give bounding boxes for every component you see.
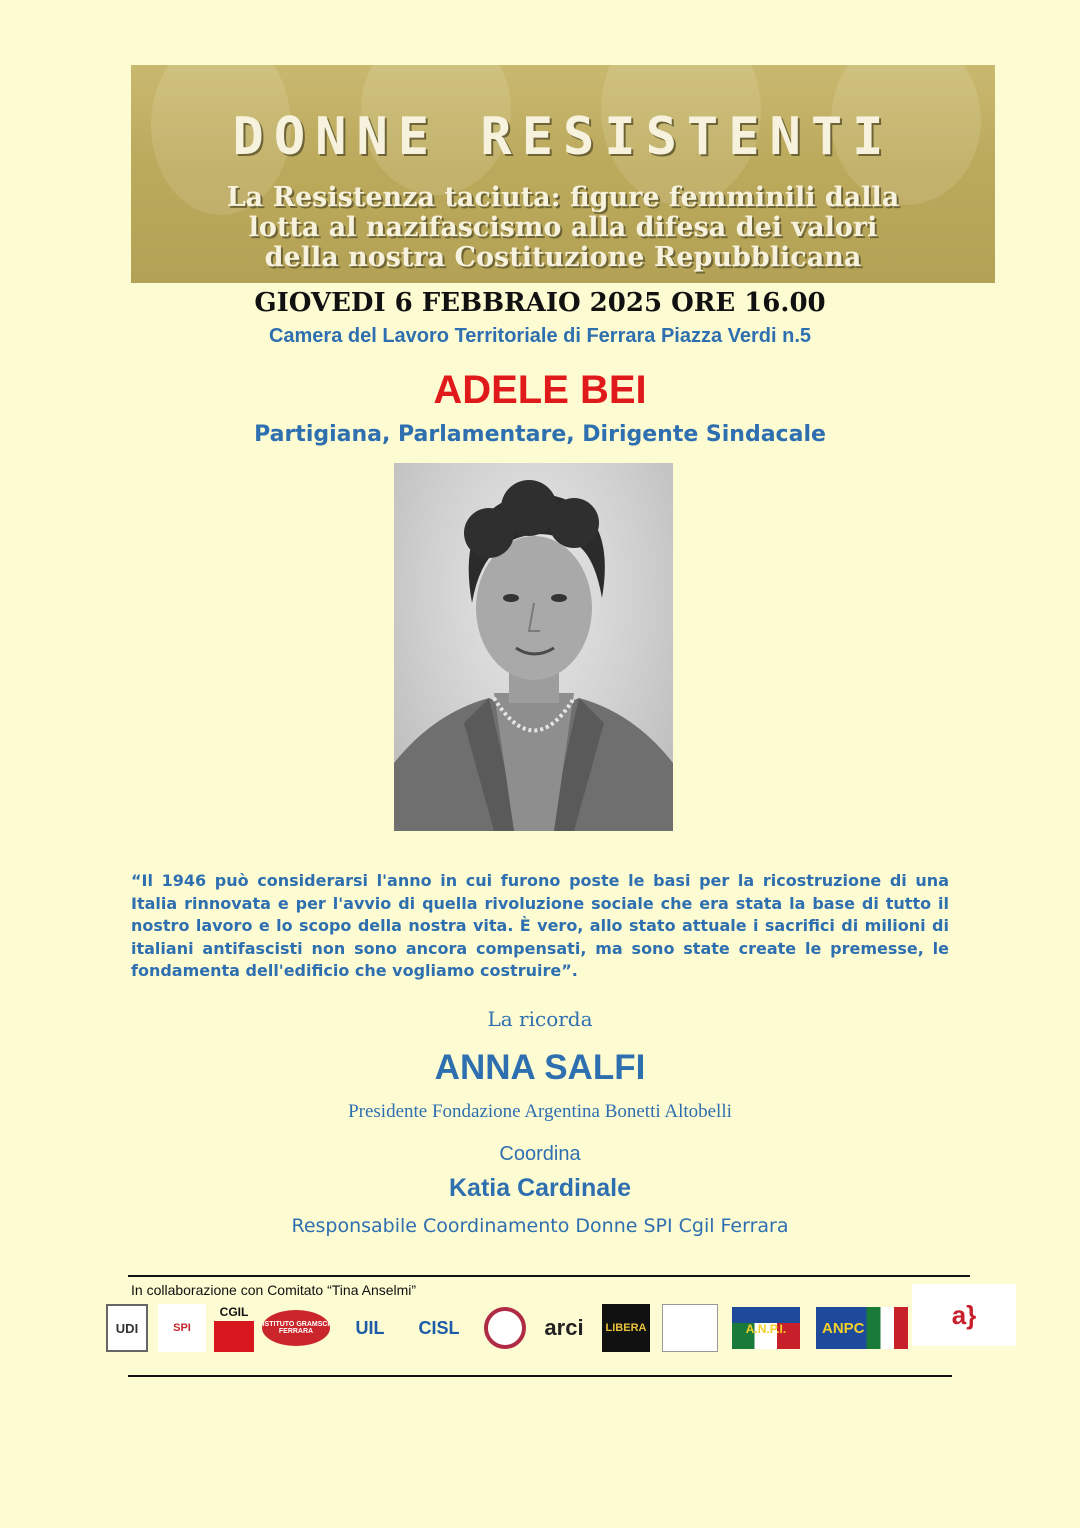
spi-logo: SPI [158, 1304, 206, 1352]
arci-logo: arci [544, 1315, 584, 1340]
banner-subtitle-line: lotta al nazifascismo alla difesa dei valori [248, 212, 878, 243]
event-date: GIOVEDI 6 FEBBRAIO 2025 ORE 16.00 [254, 288, 826, 318]
fondazione-logo: a} [912, 1284, 1016, 1346]
subject-name: ADELE BEI [433, 368, 647, 412]
banner-subtitle-line: La Resistenza taciuta: figure femminili dalla [226, 182, 900, 213]
banner-subtitle [131, 183, 995, 273]
udi-logo: UDI [106, 1304, 148, 1352]
uil-logo: UIL [355, 1318, 385, 1338]
gramsci-logo: ISTITUTO GRAMSCI FERRARA [262, 1310, 330, 1346]
footer-bottom-rule [128, 1375, 952, 1377]
speaker-role: Presidente Fondazione Argentina Bonetti Altobelli [348, 1101, 732, 1122]
banner-subtitle-line: della nostra Costituzione Repubblicana [264, 242, 862, 273]
subject-roles: Partigiana, Parlamentare, Dirigente Sindacale [254, 422, 826, 447]
banner-title: DONNE RESISTENTI [232, 107, 894, 167]
anpi-logo: A.N.P.I. [732, 1307, 800, 1349]
event-venue: Camera del Lavoro Territoriale di Ferrara Piazza Verdi n.5 [268, 325, 812, 347]
portrait-illustration [394, 463, 673, 831]
partner-logos [106, 1300, 1016, 1362]
coordinator-name: Katia Cardinale [448, 1174, 631, 1202]
collaboration-note: In collaborazione con Comitato “Tina Anselmi” [131, 1282, 417, 1298]
header-banner [131, 65, 995, 283]
anpc-logo: ANPC [816, 1307, 908, 1349]
quote-text: “Il 1946 può considerarsi l'anno in cui furono poste le basi per la ricostruzione di una Italia rinnovata e per l'avvio di quella rivoluzione sociale che era stata la base di tutto il nostro lavoro e lo scopo della nostra vita. È vero, allo stato attuale i sacrifici di milioni di italiani antifascisti non sono ancora compensati, ma sono state create le premesse, le fondamenta dell'edificio che vogliamo costruire”. [131, 871, 949, 980]
speaker-name: ANNA SALFI [434, 1048, 646, 1087]
coordinator-role: Responsabile Coordinamento Donne SPI Cgil Ferrara [291, 1215, 789, 1237]
speaker-intro: La ricorda [487, 1007, 593, 1031]
costituzione-logo [662, 1304, 718, 1352]
cisl-logo: CISL [418, 1318, 460, 1338]
libera-logo: LIBERA [602, 1304, 650, 1352]
footer-top-rule [128, 1275, 970, 1277]
cgil-logo: CGIL [214, 1304, 254, 1352]
centro-donna-logo [484, 1307, 526, 1349]
coordinator-label: Coordina [499, 1143, 581, 1165]
portrait-photo [394, 463, 673, 831]
